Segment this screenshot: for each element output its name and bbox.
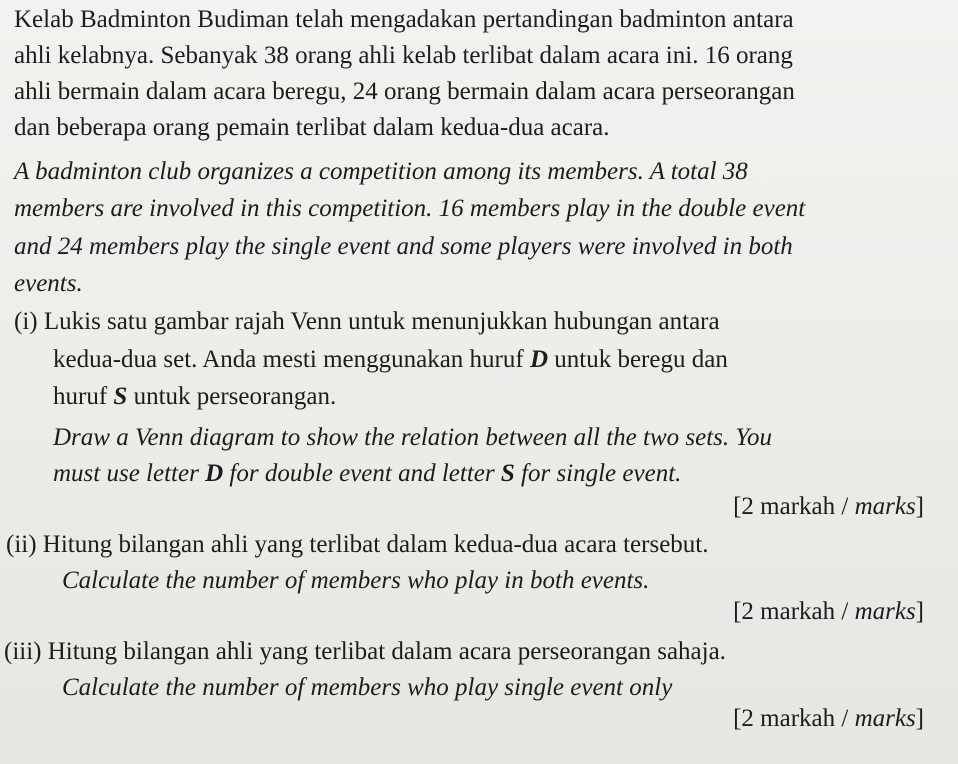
q1-ms-line-3-post: untuk perseorangan. bbox=[127, 383, 337, 410]
q1-en-line-1: Draw a Venn diagram to show the relation between all the two sets. You bbox=[53, 424, 772, 451]
q1-ms-line-2-pre: kedua-dua set. Anda mesti menggunakan huruf bbox=[53, 346, 530, 373]
q1-ms-line-3-pre: huruf bbox=[53, 383, 114, 410]
q1-en-line-2-mid: for double event and letter bbox=[223, 460, 501, 487]
intro-ms-line-3: ahli bermain dalam acara beregu, 24 orang bermain dalam acara perseorangan bbox=[14, 78, 795, 105]
q3-marks bbox=[733, 704, 924, 734]
q1-en-line-2-pre: must use letter bbox=[53, 460, 206, 487]
intro-ms-line-1: Kelab Badminton Budiman telah mengadakan pertandingan badminton antara bbox=[14, 6, 794, 33]
q1-ms-line-3 bbox=[53, 382, 336, 412]
q1-marks-close: ] bbox=[915, 493, 924, 520]
q1-ms-line-1: (i) Lukis satu gambar rajah Venn untuk menunjukkan hubungan antara bbox=[14, 308, 720, 335]
q1-en-letter-s: S bbox=[500, 460, 515, 487]
q3-marks-close: ] bbox=[915, 705, 924, 732]
intro-en-line-4: events. bbox=[14, 270, 83, 297]
intro-ms-line-2: ahli kelabnya. Sebanyak 38 orang ahli kelab terlibat dalam acara ini. 16 orang bbox=[14, 42, 793, 69]
q1-ms-line-2-post: untuk beregu dan bbox=[548, 346, 728, 373]
q1-ms-line-2 bbox=[53, 345, 728, 375]
q2-en: Calculate the number of members who play in both events. bbox=[62, 567, 650, 594]
q2-marks-close: ] bbox=[915, 598, 924, 625]
q1-en-letter-d: D bbox=[205, 460, 224, 487]
q2-marks-en: marks bbox=[854, 598, 916, 625]
intro-en-line-3: and 24 members play the single event and some players were involved in both bbox=[14, 233, 793, 260]
q1-en-line-2-post: for single event. bbox=[514, 460, 682, 487]
q1-letter-d: D bbox=[529, 346, 549, 373]
q1-en-line-2 bbox=[53, 459, 681, 489]
intro-en-line-2: members are involved in this competition. 16 members play in the double event bbox=[14, 195, 806, 222]
q3-marks-open: [2 markah / bbox=[733, 705, 855, 732]
q2-ms: (ii) Hitung bilangan ahli yang terlibat dalam kedua-dua acara tersebut. bbox=[6, 531, 709, 558]
q2-marks-open: [2 markah / bbox=[733, 598, 855, 625]
q3-marks-en: marks bbox=[854, 705, 916, 732]
q2-marks bbox=[733, 597, 924, 627]
intro-en-line-1: A badminton club organizes a competition among its members. A total 38 bbox=[14, 158, 748, 185]
q3-en: Calculate the number of members who play single event only bbox=[62, 674, 673, 701]
q1-marks-en: marks bbox=[854, 493, 916, 520]
intro-ms-line-4: dan beberapa orang pemain terlibat dalam kedua-dua acara. bbox=[14, 114, 610, 141]
q3-ms: (iii) Hitung bilangan ahli yang terlibat dalam acara perseorangan sahaja. bbox=[4, 638, 726, 665]
q1-marks-open: [2 markah / bbox=[733, 493, 855, 520]
q1-letter-s: S bbox=[113, 383, 128, 410]
q1-marks bbox=[733, 492, 924, 522]
